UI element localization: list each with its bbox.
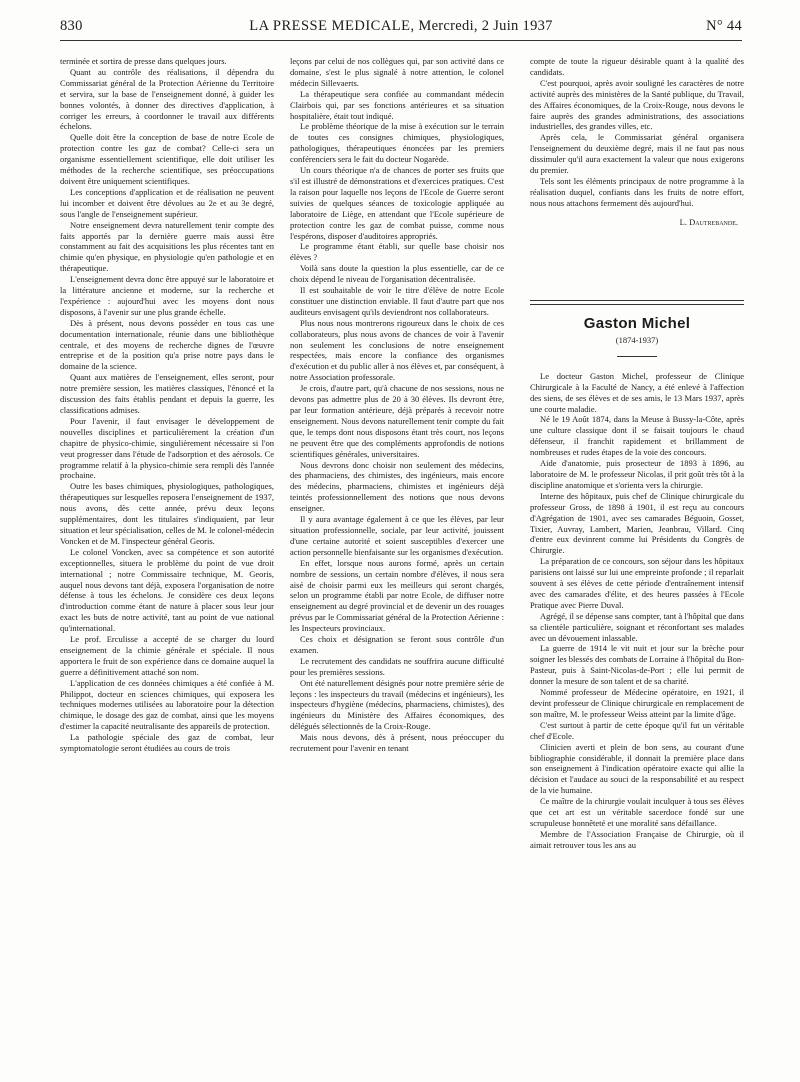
paragraph: C'est surtout à partir de cette époque qu'il fut un véritable chef d'Ecole. (530, 719, 744, 741)
paragraph: Membre de l'Association Française de Chirurgie, où il aimait retrouver tous les ans au (530, 828, 744, 850)
paragraph: Il est souhaitable de voir le titre d'élève de notre Ecole constituer une distinction enviable. Il faut d'autre part que nos auditeurs envisagent qu'ils deviendront nos collaborateurs. (290, 285, 504, 317)
paragraph: Voilà sans doute la question la plus essentielle, car de ce choix dépend le niveau de l'organisation décentralisée. (290, 263, 504, 285)
paragraph: C'est pourquoi, après avoir souligné les caractères de notre activité auprès des ministères de la Santé publique, du Travail, des Affaires économiques, de la Croix-Rouge, nous devons le faire auprès des grandes administrations, des associations industrielles, des grandes villes, etc. (530, 77, 744, 132)
paragraph: La pathologie spéciale des gaz de combat, leur symptomatologie seront étudiées au cours de trois (60, 732, 274, 754)
paragraph: Ont été naturellement désignés pour notre première série de leçons : les inspecteurs du travail (médecins et ingénieurs), les inspecteurs d'hygiène (médecins, pharmaciens, chimistes), des ingénieurs du Ministère des Affaires économiques, des délégués sélectionnés de la Croix-Rouge. (290, 677, 504, 732)
paragraph: Le docteur Gaston Michel, professeur de Clinique Chirurgicale à la Faculté de Nancy, a été enlevé à l'affection des siens, de ses élèves et de ses amis, le 13 Mars 1937, après une courte maladie. (530, 370, 744, 414)
paragraph: En effet, lorsque nous aurons formé, après un certain nombre de sessions, un certain nombre d'élèves, il nous sera aisé de choisir parmi eux les meilleurs qui seront chargés, selon un programme établi par notre Ecole, de diffuser notre enseignement au degré provincial et de devenir un des rouages prévus par le Commissariat général de la Protection Aérienne : les Inspecteurs provinciaux. (290, 557, 504, 634)
paragraph: compte de toute la rigueur désirable quant à la qualité des candidats. (530, 56, 744, 77)
section-divider (530, 300, 744, 301)
paragraph: Un cours théorique n'a de chances de porter ses fruits que s'il est illustré de démonstrations et d'exercices pratiques. C'est la raison pour laquelle nos leçons de l'Ecole de Guerre seront suivies de quelques séances de toxicologie appliquée au laboratoire de Liège, en attendant que l'Ecole supérieure de protection contre les gaz de combat puisse, comme nous l'espérons, disposer d'auditoires appropriés. (290, 165, 504, 241)
obituary-title: Gaston Michel (583, 315, 691, 332)
issue-number: N° 44 (706, 18, 742, 34)
paragraph: Aide d'anatomie, puis prosecteur de 1893 à 1896, au laboratoire de M. le professeur Nicolas, il prit goût très tôt à la discipline anatomique et s'orienta vers la chirurgie. (530, 458, 744, 490)
paragraph: Le prof. Erculisse a accepté de se charger du lourd enseignement de la chimie générale et spéciale. Il nous apportera le fruit de son expérience dans ce domaine auquel la guerre a définitivement attaché son nom. (60, 634, 274, 677)
paragraph: Interne des hôpitaux, puis chef de Clinique chirurgicale du professeur Gross, de 1898 à 1901, il est reçu au concours d'Agrégation de 1901, avec ses camarades Béguoin, Gosset, Tixier, Auvray, Lambert, Marien, Jeanbrau, Villard. Cinq d'entre eux devinrent comme lui Présidents du Congrès de Chirurgie. (530, 490, 744, 556)
paragraph: Clinicien averti et plein de bon sens, au courant d'une bibliographie considérable, il donnait la première place dans son enseignement à l'indication opératoire exacte qui allie la décision et l'audace au souci de la responsabilité et au respect de la vie humaine. (530, 741, 744, 796)
author-signature: L. Dautrebande. (679, 216, 738, 227)
paragraph: Le problème théorique de la mise à exécution sur le terrain de toutes ces consignes chimiques, physiologiques, pathologiques, thérapeutiques énoncées par les premiers conférenciers sera le fait du docteur Nogarède. (290, 121, 504, 165)
paragraph: Après cela, le Commissariat général organisera l'enseignement du deuxième degré, mais il ne faut pas nous dissimuler qu'il aura exactement la valeur que nous exigerons du premier. (530, 132, 744, 176)
paragraph: Quelle doit être la conception de base de notre Ecole de protection contre les gaz de combat? Celle-ci sera un organisme essentiellement scientifique, elle doit utiliser les méthodes de la recherche scientifique, ses préoccupations doivent être uniquement scientifiques. (60, 132, 274, 186)
obituary-dates: (1874-1937) (615, 334, 659, 345)
paragraph: Il y aura avantage également à ce que les élèves, par leur situation professionnelle, sociale, par leur activité, jouissent d'une certaine autorité et soient susceptibles d'exercer une action personnelle bienfaisante sur les organismes d'exécution. (290, 514, 504, 557)
paragraph: terminée et sortira de presse dans quelques jours. (60, 56, 227, 66)
paragraph: Ces choix et désignation se feront sous contrôle d'un examen. (290, 634, 504, 655)
short-divider (617, 356, 657, 357)
page-number: 830 (60, 18, 83, 34)
journal-title-line: LA PRESSE MEDICALE, Mercredi, 2 Juin 1937 (249, 18, 553, 34)
text-column-3 (530, 56, 744, 1076)
paragraph: Plus nous nous montrerons rigoureux dans le choix de ces collaborateurs, plus nous avons de chances de voir à l'avenir non seulement les conclusions de notre enseignement respectées, mais encore la confiance des organismes d'exécution et du public aller à nos élèves et, par conséquent, à notre Association professorale. (290, 317, 504, 383)
paragraph: Quant au contrôle des réalisations, il dépendra du Commissariat général de la Protection Aérienne du Territoire et servira, sur la base de l'enseignement donné, à guider les bonnes volontés, à donner des directives d'application, à corriger les erreurs, à coordonner le travail aux différents échelons. (60, 66, 274, 132)
paragraph: Nous devrons donc choisir non seulement des médecins, des pharmaciens, des chimistes, des ingénieurs, mais encore des médecins, pharmaciens, chimistes et ingénieurs déjà teintés professionnellement des notions que nous devons enseigner. (290, 459, 504, 514)
paragraph: Je crois, d'autre part, qu'à chacune de nos sessions, nous ne devons pas admettre plus de 20 à 30 élèves. Ils devront être, par leur formation antérieure, déjà préparés à recevoir notre enseignement. Nous devons naturellement tenir compte du fait que, le temps dont nous disposons étant très court, nos leçons ne peuvent être que des compléments approfondis de notions scientifiques générales, universitaires. (290, 383, 504, 459)
paragraph: Mais nous devons, dès à présent, nous préoccuper du recrutement pour l'avenir en tenant (290, 732, 504, 754)
text-column-2 (290, 56, 504, 1076)
paragraph: Le programme étant établi, sur quelle base choisir nos élèves ? (290, 241, 504, 263)
paragraph: Les conceptions d'application et de réalisation ne peuvent lui incomber et doivent être dévolues au 2e et au 3e degré, sous l'angle de l'enseignement supérieur. (60, 186, 274, 219)
obituary-body (530, 371, 744, 1071)
page-header (60, 14, 742, 41)
paragraph: leçons par celui de nos collègues qui, par son activité dans ce domaine, s'est le plus signalé à notre attention, le colonel médecin Sillevaerts. (290, 56, 504, 88)
paragraph: Le recrutement des candidats ne souffrira aucune difficulté pour les premières sessions. (290, 655, 504, 677)
text-column-1 (60, 56, 274, 1076)
paragraph: Né le 19 Août 1874, dans la Meuse à Bussy-la-Côte, après une culture classique dont il se faisait toujours le chaud défenseur, il franchit rapidement et brillamment de nombreuses et rudes étapes de la voie des concours. (530, 414, 744, 458)
paragraph: Nommé professeur de Médecine opératoire, en 1921, il devint professeur de Clinique chirurgicale en remplacement de son maître, M. le professeur Weiss atteint par la limite d'âge. (530, 687, 744, 719)
paragraph: Agrégé, il se dépense sans compter, tant à l'hôpital que dans sa clientèle particulière, soignant et réconfortant ses malades avec un dévouement inlassable. (530, 610, 744, 643)
paragraph: L'enseignement devra donc être appuyé sur le laboratoire et la littérature ancienne et moderne, sur la recherche et l'expérience : aujourd'hui avec les moyens dont nous disposons, à l'avenir sur une plus grande échelle. (60, 274, 274, 317)
section-divider (530, 304, 744, 305)
paragraph: Tels sont les éléments principaux de notre programme à la réalisation duquel, confiants dans les fruits de notre effort, nous nous attachons fermement dès aujourd'hui. (530, 175, 744, 208)
paragraph: Quant aux matières de l'enseignement, elles seront, pour notre première session, les matières classiques, l'énoncé et la discussion des faits établis pendant et depuis la guerre, les classifications admises. (60, 372, 274, 415)
paragraph: Outre les bases chimiques, physiologiques, pathologiques, thérapeutiques sur lesquelles reposera l'enseignement de 1937, nous avons, dès cette année, prévu deux leçons supplémentaires, dont les titulaires s'indiquaient, par leur situation et leur spécialisation, celles de M. le colonel-médecin Voncken et de M. l'inspecteur général Georis. (60, 481, 274, 546)
paragraph: La préparation de ce concours, son séjour dans les hôpitaux parisiens ont laissé sur lui une empreinte profonde ; il reparlait souvent à ses élèves de cette période d'entraînement intensif avec des camarades d'élite, et des heures passées à l'Ecole Pratique avec Pierre Duval. (530, 556, 744, 610)
paragraph: L'application de ces données chimiques a été confiée à M. Philippot, docteur en sciences chimiques, qui exposera les techniques modernes utilisées au laboratoire pour la détection chimique, le dosage des gaz de combat, ainsi que les moyens d'estimer la capacité neutralisante des appareils de protection. (60, 677, 274, 732)
issue-date: Mercredi, 2 Juin 1937 (418, 18, 553, 34)
paragraph: Pour l'avenir, il faut envisager le développement de nouvelles disciplines et particulièrement la création d'un chapitre de physico-chimie, singulièrement nécessaire si l'on veut progresser dans l'étude de l'adsorption et des aérosols. Ce programme relatif à la physico-chimie sera rempli dès l'année prochaine. (60, 415, 274, 481)
paragraph: La guerre de 1914 le vit nuit et jour sur la brèche pour soigner les blessés des combats de Lorraine à l'hôpital du Bon-Pasteur, puis à Saint-Nicolas-de-Port ; elle lui permit de donner la mesure de son talent et de sa charité. (530, 643, 744, 687)
paragraph: Ce maître de la chirurgie voulait inculquer à tous ses élèves que cet art est un véritable sacerdoce fondé sur une scrupuleuse honnêteté et une moralité sans défaillance. (530, 796, 744, 828)
paragraph: Le colonel Voncken, avec sa compétence et son autorité exceptionnelles, situera le problème du point de vue droit international ; notre Commissaire technique, M. Georis, auquel nous devons tant déjà, exposera l'organisation de notre défense à tous les échelons. Je considère ces deux leçons d'introduction comme étant de nature à placer sous leur jour exact les buts de notre activité, tant au point de vue national qu'international. (60, 546, 274, 634)
journal-name: LA PRESSE MEDICALE (249, 18, 411, 34)
paragraph: Notre enseignement devra naturellement tenir compte des faits apportés par la dernière guerre mais aussi être constamment au fait des acquisitions les plus récentes tant en chimie qu'en physique, en physiologie qu'en pathologie et en thérapeutique. (60, 219, 274, 274)
article-conclusion (530, 56, 744, 288)
paragraph: Dès à présent, nous devons posséder en tous cas une documentation internationale, réunie dans une bibliothèque centrale, et des moyens de recherche dignes de l'œuvre entreprise et de la position qu'a prise notre pays dans le domaine de la science. (60, 317, 274, 372)
paragraph: La thérapeutique sera confiée au commandant médecin Clairbois qui, par ses fonctions antérieures et sa situation hospitalière, était tout indiqué. (290, 88, 504, 121)
